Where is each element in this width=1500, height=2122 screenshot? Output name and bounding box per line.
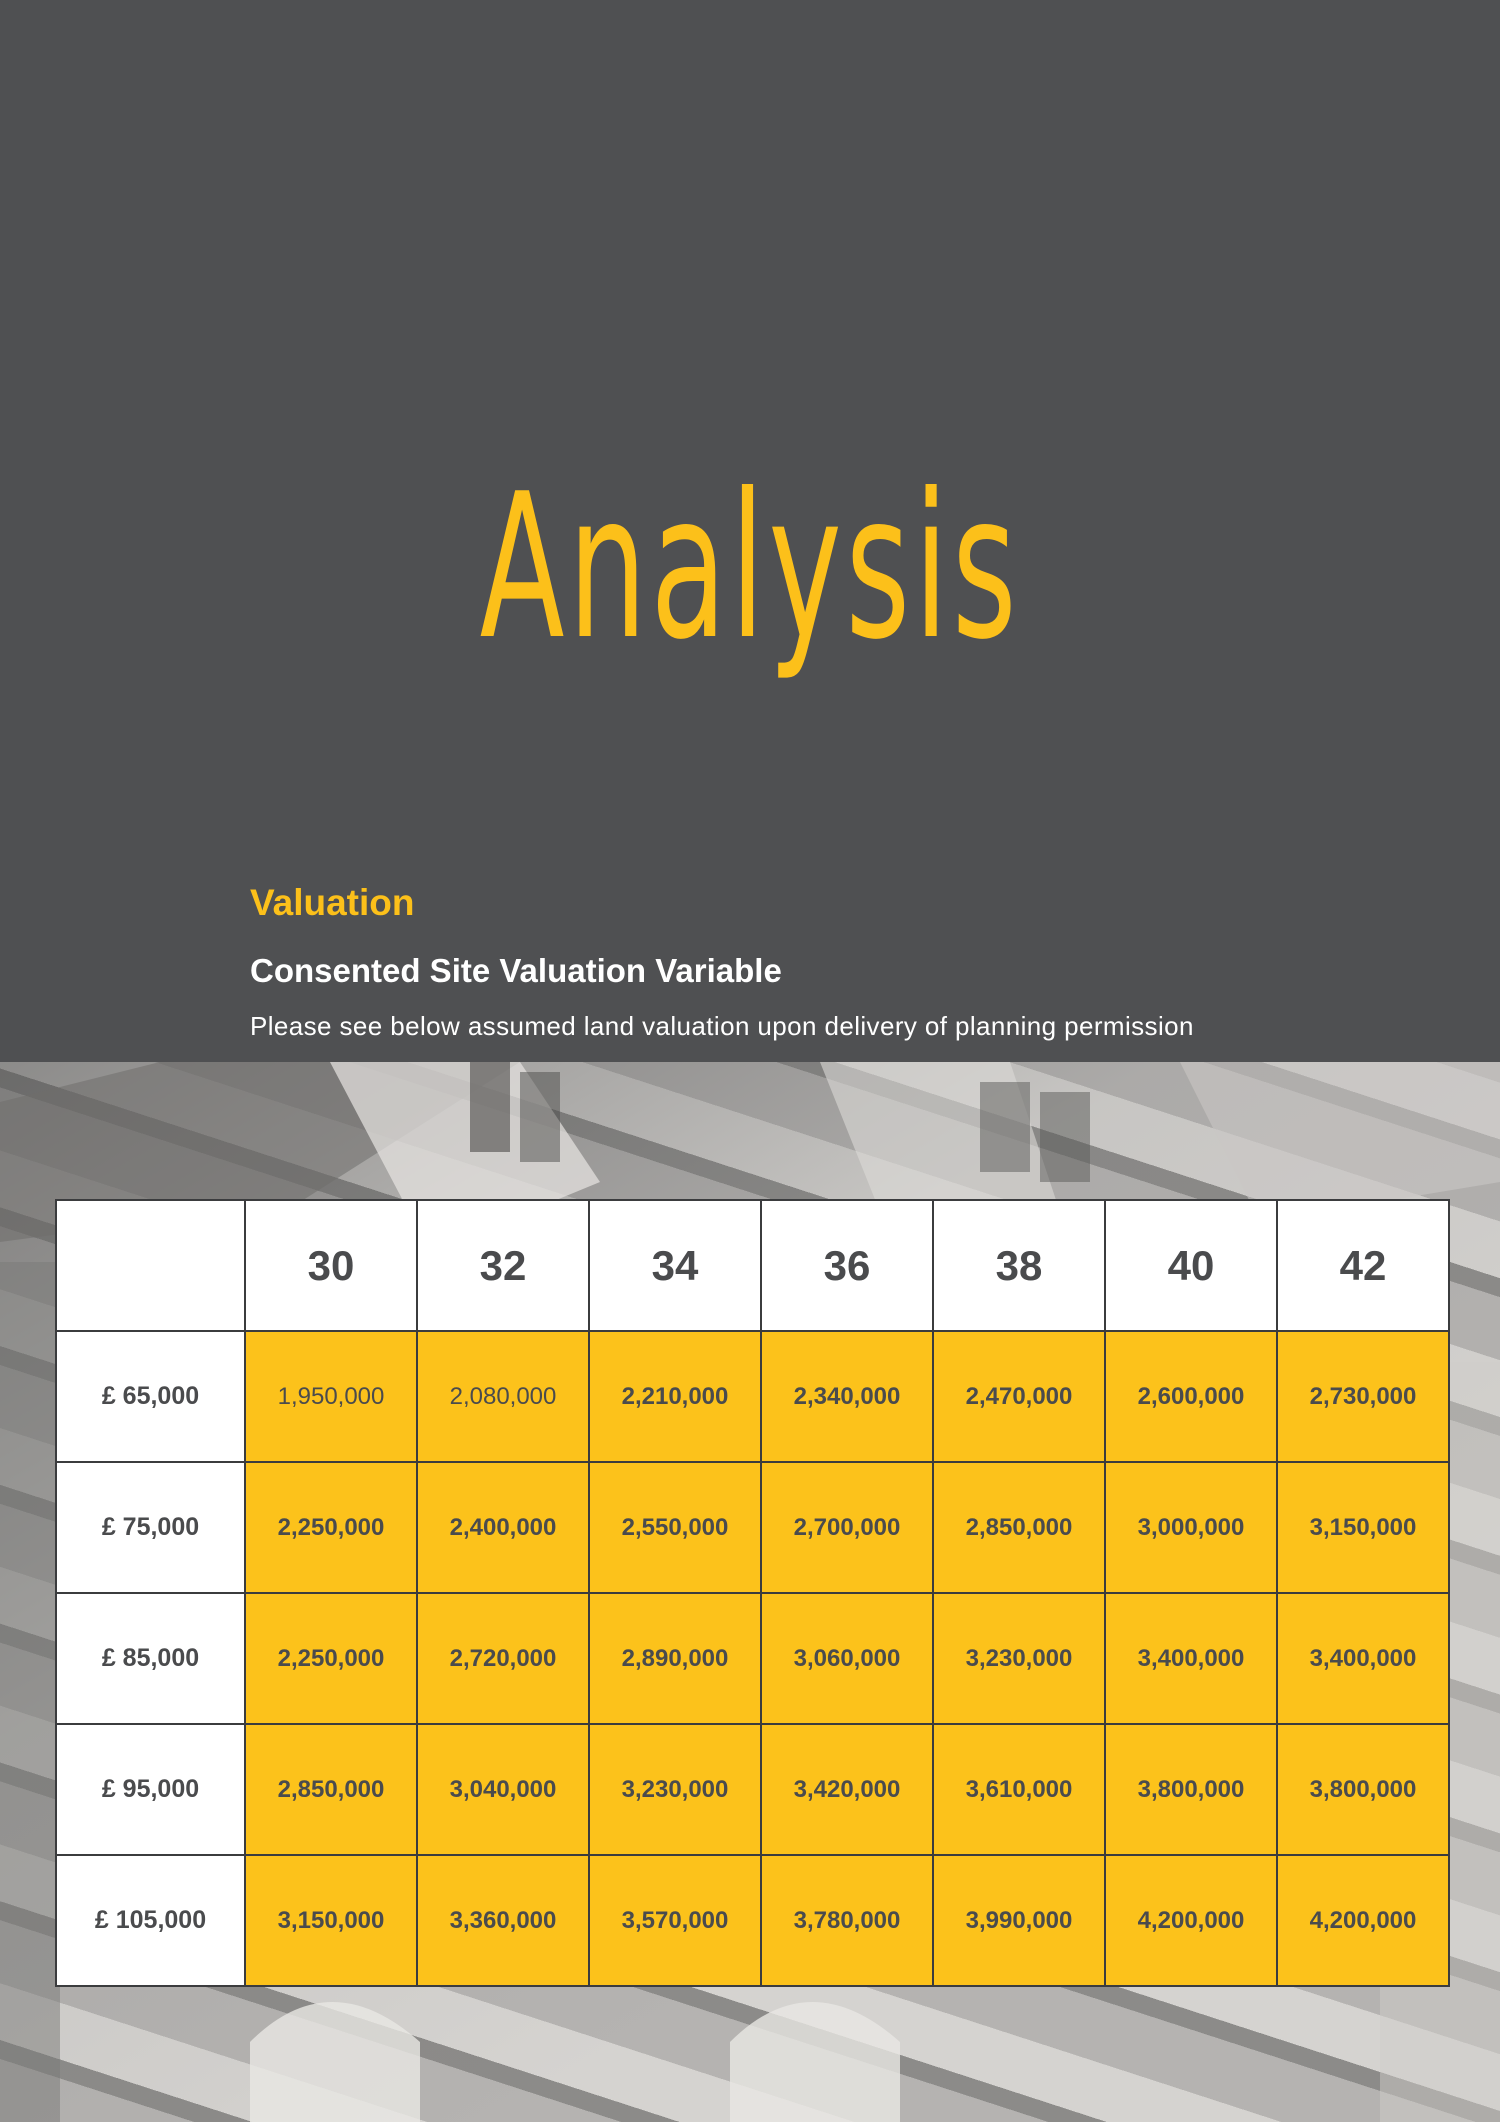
value-cell: 3,230,000 <box>589 1724 761 1855</box>
value-cell: 3,610,000 <box>933 1724 1105 1855</box>
row-header: £ 105,000 <box>56 1855 245 1986</box>
value-cell: 3,150,000 <box>245 1855 417 1986</box>
row-header: £ 85,000 <box>56 1593 245 1724</box>
column-header: 32 <box>417 1200 589 1331</box>
value-cell: 2,080,000 <box>417 1331 589 1462</box>
value-cell: 2,340,000 <box>761 1331 933 1462</box>
table-row <box>56 1331 1449 1462</box>
value-cell: 2,850,000 <box>933 1462 1105 1593</box>
value-cell: 3,570,000 <box>589 1855 761 1986</box>
value-cell: 2,700,000 <box>761 1462 933 1593</box>
column-header: 36 <box>761 1200 933 1331</box>
value-cell: 3,400,000 <box>1105 1593 1277 1724</box>
value-cell: 2,210,000 <box>589 1331 761 1462</box>
table-header-row <box>56 1200 1449 1331</box>
description: Please see below assumed land valuation upon delivery of planning permission <box>250 1011 1194 1041</box>
value-cell: 3,990,000 <box>933 1855 1105 1986</box>
row-header: £ 75,000 <box>56 1462 245 1593</box>
value-cell: 3,040,000 <box>417 1724 589 1855</box>
value-cell: 2,890,000 <box>589 1593 761 1724</box>
table-row <box>56 1462 1449 1593</box>
page-title: Analysis <box>479 451 1021 684</box>
table-row <box>56 1593 1449 1724</box>
column-header: 34 <box>589 1200 761 1331</box>
row-header: £ 95,000 <box>56 1724 245 1855</box>
row-header: £ 65,000 <box>56 1331 245 1462</box>
column-header: 38 <box>933 1200 1105 1331</box>
value-cell: 3,150,000 <box>1277 1462 1449 1593</box>
value-cell: 2,550,000 <box>589 1462 761 1593</box>
value-cell: 3,800,000 <box>1105 1724 1277 1855</box>
column-header: 40 <box>1105 1200 1277 1331</box>
column-header: 42 <box>1277 1200 1449 1331</box>
column-header: 30 <box>245 1200 417 1331</box>
value-cell: 3,360,000 <box>417 1855 589 1986</box>
value-cell: 2,250,000 <box>245 1593 417 1724</box>
value-cell: 2,720,000 <box>417 1593 589 1724</box>
table-row <box>56 1855 1449 1986</box>
value-cell: 4,200,000 <box>1277 1855 1449 1986</box>
value-cell: 1,950,000 <box>245 1331 417 1462</box>
value-cell: 4,200,000 <box>1105 1855 1277 1986</box>
subheading: Consented Site Valuation Variable <box>250 952 782 989</box>
value-cell: 3,000,000 <box>1105 1462 1277 1593</box>
value-cell: 3,780,000 <box>761 1855 933 1986</box>
value-cell: 2,730,000 <box>1277 1331 1449 1462</box>
value-cell: 2,470,000 <box>933 1331 1105 1462</box>
section-label: Valuation <box>250 882 415 923</box>
value-cell: 3,800,000 <box>1277 1724 1449 1855</box>
valuation-table <box>55 1199 1450 1987</box>
value-cell: 2,850,000 <box>245 1724 417 1855</box>
value-cell: 3,230,000 <box>933 1593 1105 1724</box>
value-cell: 3,060,000 <box>761 1593 933 1724</box>
value-cell: 2,600,000 <box>1105 1331 1277 1462</box>
corner-cell <box>56 1200 245 1331</box>
value-cell: 3,400,000 <box>1277 1593 1449 1724</box>
value-cell: 3,420,000 <box>761 1724 933 1855</box>
table-row <box>56 1724 1449 1855</box>
value-cell: 2,250,000 <box>245 1462 417 1593</box>
value-cell: 2,400,000 <box>417 1462 589 1593</box>
